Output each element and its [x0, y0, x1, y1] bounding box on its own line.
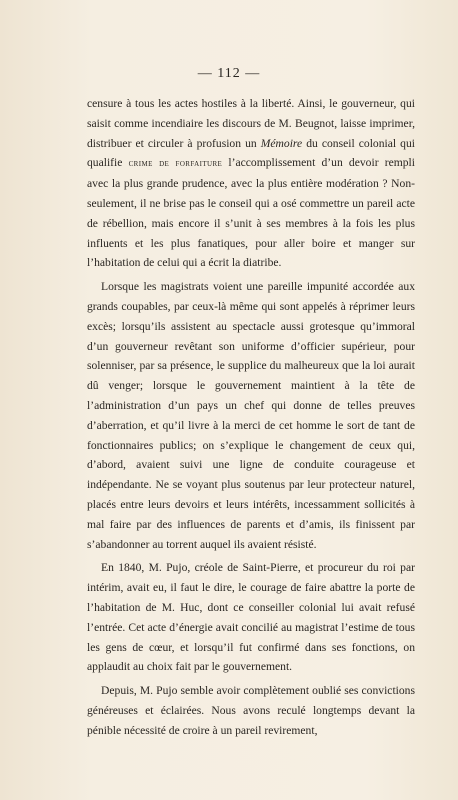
- italic-text: Mémoire: [260, 136, 303, 150]
- paragraph-text: du conseil colonial qui qualifie: [87, 136, 415, 170]
- small-caps-text: crime de forfaiture: [128, 158, 223, 170]
- paragraph: [87, 94, 415, 273]
- page-body-text: [87, 94, 415, 741]
- paragraph: [87, 558, 415, 677]
- paragraph-text: Depuis, M. Pujo semble avoir complètement oublié ses convictions généreuses et éclairées. Nous avons reculé longtemps devant la pénible nécessité de croire à un pareil revirement,: [87, 684, 415, 737]
- paragraph-text: En 1840, M. Pujo, créole de Saint-Pierre, et procureur du roi par intérim, avait eu, il faut le dire, le courage de faire abattre la porte de l’habitation de M. Huc, dont ce conseiller colonial lui avait refusé l’entrée. Cet acte d’énergie avait concilié au magistrat l’estime de tous les gens de cœur, et lorsqu’il fut confirmé dans ses fonctions, on applaudit au choix fait par le gouvernement.: [87, 561, 415, 674]
- paragraph-text: censure à tous les actes hostiles à la liberté. Ainsi, le gouverneur, qui saisit comme incendiaire les discours de M. Beugnot, laisse imprimer, distribuer et circuler à profusion un: [87, 97, 415, 150]
- paragraph-text: l’accomplissement d’un devoir rempli avec la plus grande prudence, avec la plus entière modération ? Non-seulement, il ne brise pas le conseil qui a osé commettre un pareil acte de rébellion, mais encore il s’unit à ses membres à la fois les plus influents et les plus fanatiques, pour aller boire et manger sur l’habitation de celui qui a écrit la diatribe.: [87, 156, 415, 270]
- paragraph: [87, 681, 415, 740]
- page-number: — 112 —: [197, 66, 261, 81]
- paragraph-text: Lorsque les magistrats voient une pareille impunité accordée aux grands coupables, par ceux-là même qui sont appelés à réprimer leurs excès; lorsqu’ils assistent au spectacle aussi grotesque qu’immoral d’un gouverneur revêtant son uniforme d’officier supérieur, pour solenniser, par sa présence, le supplice du malheureux que la loi aurait dû venger; lorsque le gouvernement maintient à la tête de l’administration d’un pays un chef qui donne de telles preuves d’aberration, et qu’il livre à la merci de cet homme le sort de tant de fonctionnaires publics; on s’explique le changement de ceux qui, d’abord, avaient suivi une ligne de conduite courageuse et indépendante. Ne se voyant plus soutenus par leur protecteur naturel, placés entre leurs devoirs et leurs intérêts, incessamment sollicités à mal faire par des influences de parents et d’amis, ils finissent par s’abandonner au torrent auquel ils avaient résisté.: [87, 280, 415, 551]
- paragraph: [87, 277, 415, 554]
